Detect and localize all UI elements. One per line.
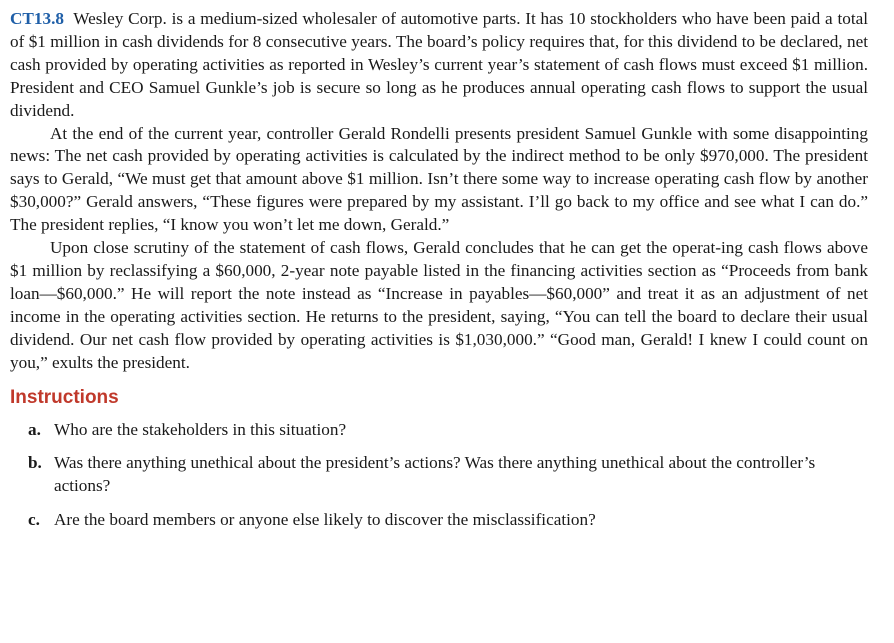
question-letter: a.	[28, 419, 41, 439]
question-list	[10, 419, 868, 533]
question-letter: b.	[28, 453, 42, 473]
question-text: Who are the stakeholders in this situation?	[54, 419, 347, 439]
question-text: Are the board members or anyone else likely to discover the misclassification?	[54, 510, 596, 530]
case-paragraph-1	[10, 8, 868, 123]
question-text: Was there anything unethical about the president’s actions? Was there anything unethical about the controller’s actions?	[54, 453, 816, 496]
question-item	[10, 419, 868, 442]
question-letter: c.	[28, 510, 40, 530]
case-document	[10, 8, 868, 543]
question-item	[10, 452, 868, 498]
case-paragraph-1-text: Wesley Corp. is a medium-sized wholesaler of automotive parts. It has 10 stockholders who have been paid a total of $1 million in cash dividends for 8 consecutive years. The board’s policy requires that, for this dividend to be declared, net cash provided by operating activities as reported in Wesley’s current year’s statement of cash flows must exceed $1 million. President and CEO Samuel Gunkle’s job is secure so long as he produces annual operating cash flows to support the usual dividend.	[10, 9, 868, 120]
case-id: CT13.8	[10, 9, 64, 28]
question-item	[10, 509, 868, 532]
instructions-heading: Instructions	[10, 386, 119, 408]
case-paragraph-3: Upon close scrutiny of the statement of cash flows, Gerald concludes that he can get the operat-ing cash flows above $1 million by reclassifying a $60,000, 2-year note payable listed in the financing activities section as “Proceeds from bank loan—$60,000.” He will report the note instead as “Increase in payables—$60,000” and treat it as an adjustment of net income in the operating activities section. He returns to the president, saying, “You can tell the board to declare their usual dividend. Our net cash flow provided by operating activities is $1,030,000.” “Good man, Gerald! I knew I could count on you,” exults the president.	[10, 238, 868, 372]
case-paragraph-2: At the end of the current year, controller Gerald Rondelli presents president Samuel Gunkle with some disappointing news: The net cash provided by operating activities is calculated by the indirect method to be only $970,000. The president says to Gerald, “We must get that amount above $1 million. Isn’t there some way to increase operating cash flow by another $30,000?” Gerald answers, “These figures were prepared by my assistant. I’ll go back to my office and see what I can do.” The president replies, “I know you won’t let me down, Gerald.”	[10, 123, 868, 235]
